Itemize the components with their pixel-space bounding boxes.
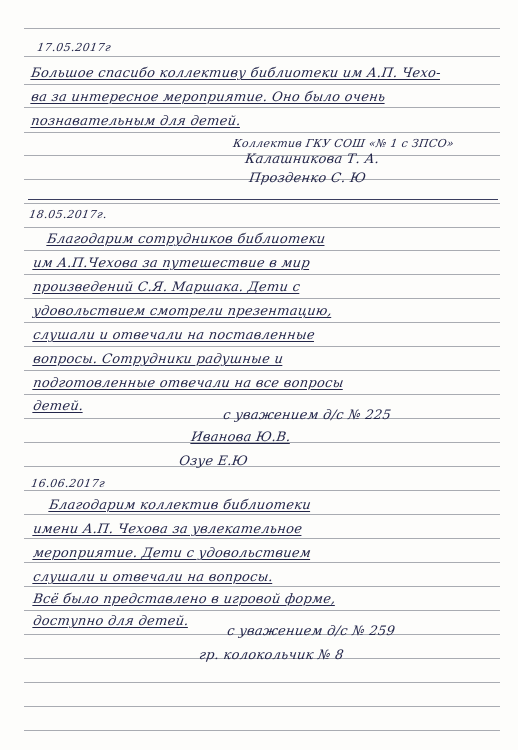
entry-separator (28, 199, 498, 200)
entry-text-line: Всё было представлено в игровой форме, (32, 592, 337, 607)
entry-date: 16.06.2017г (30, 477, 107, 490)
signature-line: с уважением д/с № 259 (226, 624, 397, 639)
entry-text-line: детей. (32, 399, 85, 414)
signature-line: Озуе Е.Ю (178, 454, 249, 469)
entry-text-line: слушали и отвечали на вопросы. (32, 570, 275, 585)
entry-text-line: Благодарим коллектив библиотеки (48, 498, 312, 513)
signature-line: гр. колокольчик № 8 (198, 648, 345, 663)
entry-text-line: мероприятие. Дети с удовольствием (32, 546, 312, 561)
signature-line: Калашникова Т. А. (244, 152, 381, 167)
entry-date: 18.05.2017г. (28, 208, 109, 221)
entry-text-line: Большое спасибо коллективу библиотеки им А.П. Чехо- (30, 66, 442, 81)
entry-text-line: вопросы. Сотрудники радушные и (32, 352, 285, 367)
signature-line: Иванова Ю.В. (190, 430, 292, 445)
entry-text-line: Благодарим сотрудников библиотеки (46, 232, 327, 247)
signature-line: Прозденко С. Ю (248, 171, 367, 186)
entry-text-line: имени А.П. Чехова за увлекательное (32, 522, 304, 537)
entry-text-line: произведений С.Я. Маршака. Дети с (32, 280, 302, 295)
entry-text-line: удовольствием смотрели презентацию, (32, 304, 334, 319)
entry-date: 17.05.2017г (36, 41, 113, 54)
signature-line: Коллектив ГКУ СОШ «№ 1 с ЗПСО» (232, 137, 455, 150)
entry-text-line: подготовленные отвечали на все вопросы (32, 376, 345, 391)
entry-text-line: слушали и отвечали на поставленные (32, 328, 316, 343)
entry-text-line: им А.П.Чехова за путешествие в мир (32, 256, 311, 271)
entry-text-line: ва за интересное мероприятие. Оно было очень (30, 90, 387, 105)
signature-line: с уважением д/с № 225 (222, 408, 393, 423)
entry-text-line: познавательным для детей. (30, 114, 242, 129)
entry-text-line: доступно для детей. (32, 614, 190, 629)
